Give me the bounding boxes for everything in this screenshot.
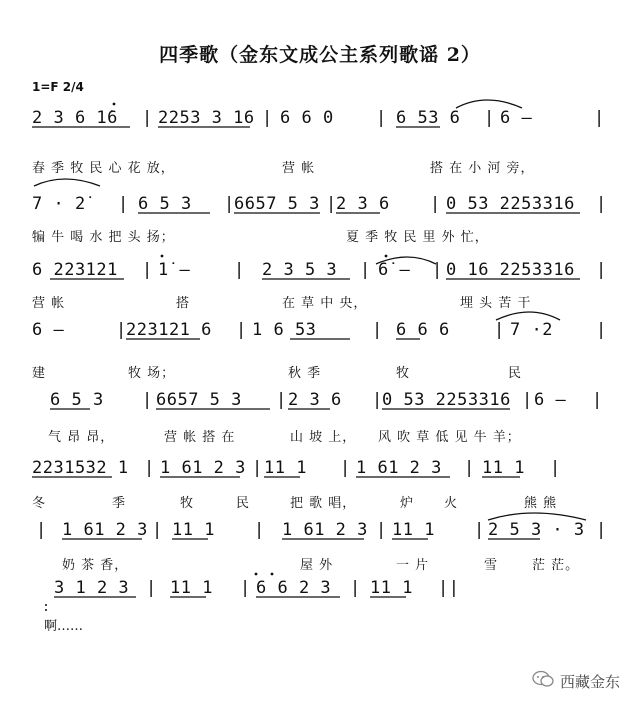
lyric-text: 在 草 中 央， xyxy=(282,296,368,311)
barline: | xyxy=(252,458,263,478)
octave-dot xyxy=(113,103,116,106)
lyric-text: 搭 在 小 河 旁， xyxy=(430,161,535,176)
octave-dot xyxy=(255,573,258,576)
barline: | xyxy=(360,260,371,280)
lyric-text: 冬 xyxy=(32,496,47,511)
watermark xyxy=(532,670,620,692)
lyric-text: 一 片 xyxy=(396,558,430,573)
ellipsis-dot xyxy=(45,604,47,606)
barline: | xyxy=(142,260,153,280)
barline: | xyxy=(36,520,47,540)
note-group: 7 ·2 xyxy=(510,320,553,340)
lyric-text: 牧 xyxy=(396,366,411,381)
lyric-text: 山 坡 上， xyxy=(290,430,357,445)
barline: | xyxy=(116,320,127,340)
lyric-text: 犏 牛 喝 水 把 头 扬； xyxy=(32,230,175,245)
octave-dot xyxy=(271,573,274,576)
octave-dot xyxy=(385,255,388,258)
note-group: 11 1 xyxy=(172,520,215,540)
note-group: 0 16 2253316 xyxy=(446,260,575,280)
barline: | xyxy=(596,320,607,340)
barline: | xyxy=(376,520,387,540)
barline: | xyxy=(474,520,485,540)
watermark-text: 西藏金东 xyxy=(559,672,620,691)
barline: | xyxy=(326,194,337,214)
note-group: 6 5 3 xyxy=(50,390,104,410)
lyric-text: 茫 茫。 xyxy=(532,558,580,573)
note-group: 3 1 2 3 xyxy=(54,578,130,598)
lyric-text: 屋 外 xyxy=(300,558,334,573)
barline: | xyxy=(494,320,505,340)
note-group: 6 6 6 xyxy=(396,320,450,340)
barline: | xyxy=(464,458,475,478)
lyric-text: 把 歌 唱， xyxy=(290,496,357,511)
note-group: 6657 5 3 xyxy=(234,194,320,214)
note-group: 11 1 xyxy=(392,520,435,540)
barline: | xyxy=(236,320,247,340)
barline: | xyxy=(118,194,129,214)
note-group: 2 3 6 xyxy=(288,390,342,410)
barline: | xyxy=(596,260,607,280)
note-group: 2 3 6 xyxy=(336,194,390,214)
note-group: 6657 5 3 xyxy=(156,390,242,410)
barline: | xyxy=(484,108,495,128)
lyric-text: 夏 季 牧 民 里 外 忙， xyxy=(346,230,489,245)
barline: | xyxy=(234,260,245,280)
lyric-text: 牧 xyxy=(180,496,195,511)
lyric-text: 营 帐 xyxy=(282,161,316,176)
note-group: 1 61 2 3 xyxy=(356,458,442,478)
end-barline: || xyxy=(438,578,460,598)
barline: | xyxy=(224,194,235,214)
barline: | xyxy=(254,520,265,540)
lyric-text: 雪 xyxy=(484,558,499,573)
barline: | xyxy=(592,390,603,410)
note-group: 6 5 3 xyxy=(138,194,192,214)
ellipsis-dot xyxy=(45,609,47,611)
barline: | xyxy=(522,390,533,410)
note-group: 6 6 2 3 xyxy=(256,578,332,598)
barline: | xyxy=(276,390,287,410)
slur-mark xyxy=(488,513,586,520)
note-group: 1 6 53 xyxy=(252,320,317,340)
lyric-text: 搭 xyxy=(176,296,191,311)
barline: | xyxy=(146,578,157,598)
lyric-text: 风 吹 草 低 见 牛 羊； xyxy=(378,430,521,445)
note-group: 2 3 5 3 xyxy=(262,260,338,280)
slur-mark xyxy=(496,312,560,320)
barline: | xyxy=(376,108,387,128)
lyric-text: 民 xyxy=(236,496,251,511)
barline: | xyxy=(142,108,153,128)
barline: | xyxy=(550,458,561,478)
barline: | xyxy=(142,390,153,410)
barline: | xyxy=(372,320,383,340)
song-title: 四季歌（金东文成公主系列歌谣 2） xyxy=(159,44,481,66)
barline: | xyxy=(430,194,441,214)
lyric-text: 民 xyxy=(508,366,523,381)
slur-mark xyxy=(456,100,522,108)
lyric-text: 埋 头 苦 干 xyxy=(460,296,532,311)
lyric-text: 奶 茶 香， xyxy=(62,558,129,573)
note-group: 2253 3 16 xyxy=(158,108,255,128)
wechat-icon xyxy=(532,670,554,692)
note-group: 1 61 2 3 xyxy=(62,520,148,540)
barline: | xyxy=(240,578,251,598)
lyric-text: 营 帐 搭 在 xyxy=(164,430,236,445)
barline: | xyxy=(594,108,605,128)
ending-text: 啊…… xyxy=(44,619,84,634)
note-group: 6̇ — xyxy=(378,260,411,280)
note-group: 1̇ — xyxy=(158,260,191,280)
note-group: 6 223121 xyxy=(32,260,118,280)
note-group: 223121 6 xyxy=(126,320,212,340)
note-group: 6 — xyxy=(534,390,567,410)
lyric-text: 秋 季 xyxy=(288,366,322,381)
note-group: 2231532 1 xyxy=(32,458,129,478)
barline: | xyxy=(596,194,607,214)
note-group: 11 1 xyxy=(264,458,307,478)
note-group: 6 6 0 xyxy=(280,108,334,128)
note-group: 6 — xyxy=(32,320,65,340)
note-group: 11 1 xyxy=(482,458,525,478)
slur-mark xyxy=(34,179,100,186)
lyric-text: 建 xyxy=(32,366,47,381)
note-group: 6 — xyxy=(500,108,533,128)
lyric-text: 熊 熊 xyxy=(524,496,558,511)
lyric-text: 气 昂 昂， xyxy=(48,430,115,445)
barline: | xyxy=(372,390,383,410)
barline: | xyxy=(432,260,443,280)
barline: | xyxy=(350,578,361,598)
key-signature: 1=F 2/4 xyxy=(32,80,84,94)
lyric-text: 营 帐 xyxy=(32,296,66,311)
barline: | xyxy=(144,458,155,478)
lyric-text: 牧 场； xyxy=(128,366,176,381)
barline: | xyxy=(340,458,351,478)
barline: | xyxy=(596,520,607,540)
octave-dot xyxy=(161,255,164,258)
note-group: 0 53 2253316 xyxy=(446,194,575,214)
lyric-text: 季 xyxy=(112,496,127,511)
note-group: 11 1 xyxy=(170,578,213,598)
lyric-text: 火 xyxy=(444,496,459,511)
note-group: 7 · 2̇ xyxy=(32,194,86,214)
barline: | xyxy=(152,520,163,540)
note-group: 0 53 2253316 xyxy=(382,390,511,410)
note-group: 11 1 xyxy=(370,578,413,598)
note-group: 1 61 2 3 xyxy=(282,520,368,540)
note-group: 6 53 6 xyxy=(396,108,461,128)
note-group: 2 3 6 1̇6 xyxy=(32,108,118,128)
note-group: 1 61 2 3 xyxy=(160,458,246,478)
lyric-text: 春 季 牧 民 心 花 放， xyxy=(32,161,175,176)
barline: | xyxy=(262,108,273,128)
note-group: 2 5 3 · 3 xyxy=(488,520,585,540)
lyric-text: 炉 xyxy=(400,496,415,511)
